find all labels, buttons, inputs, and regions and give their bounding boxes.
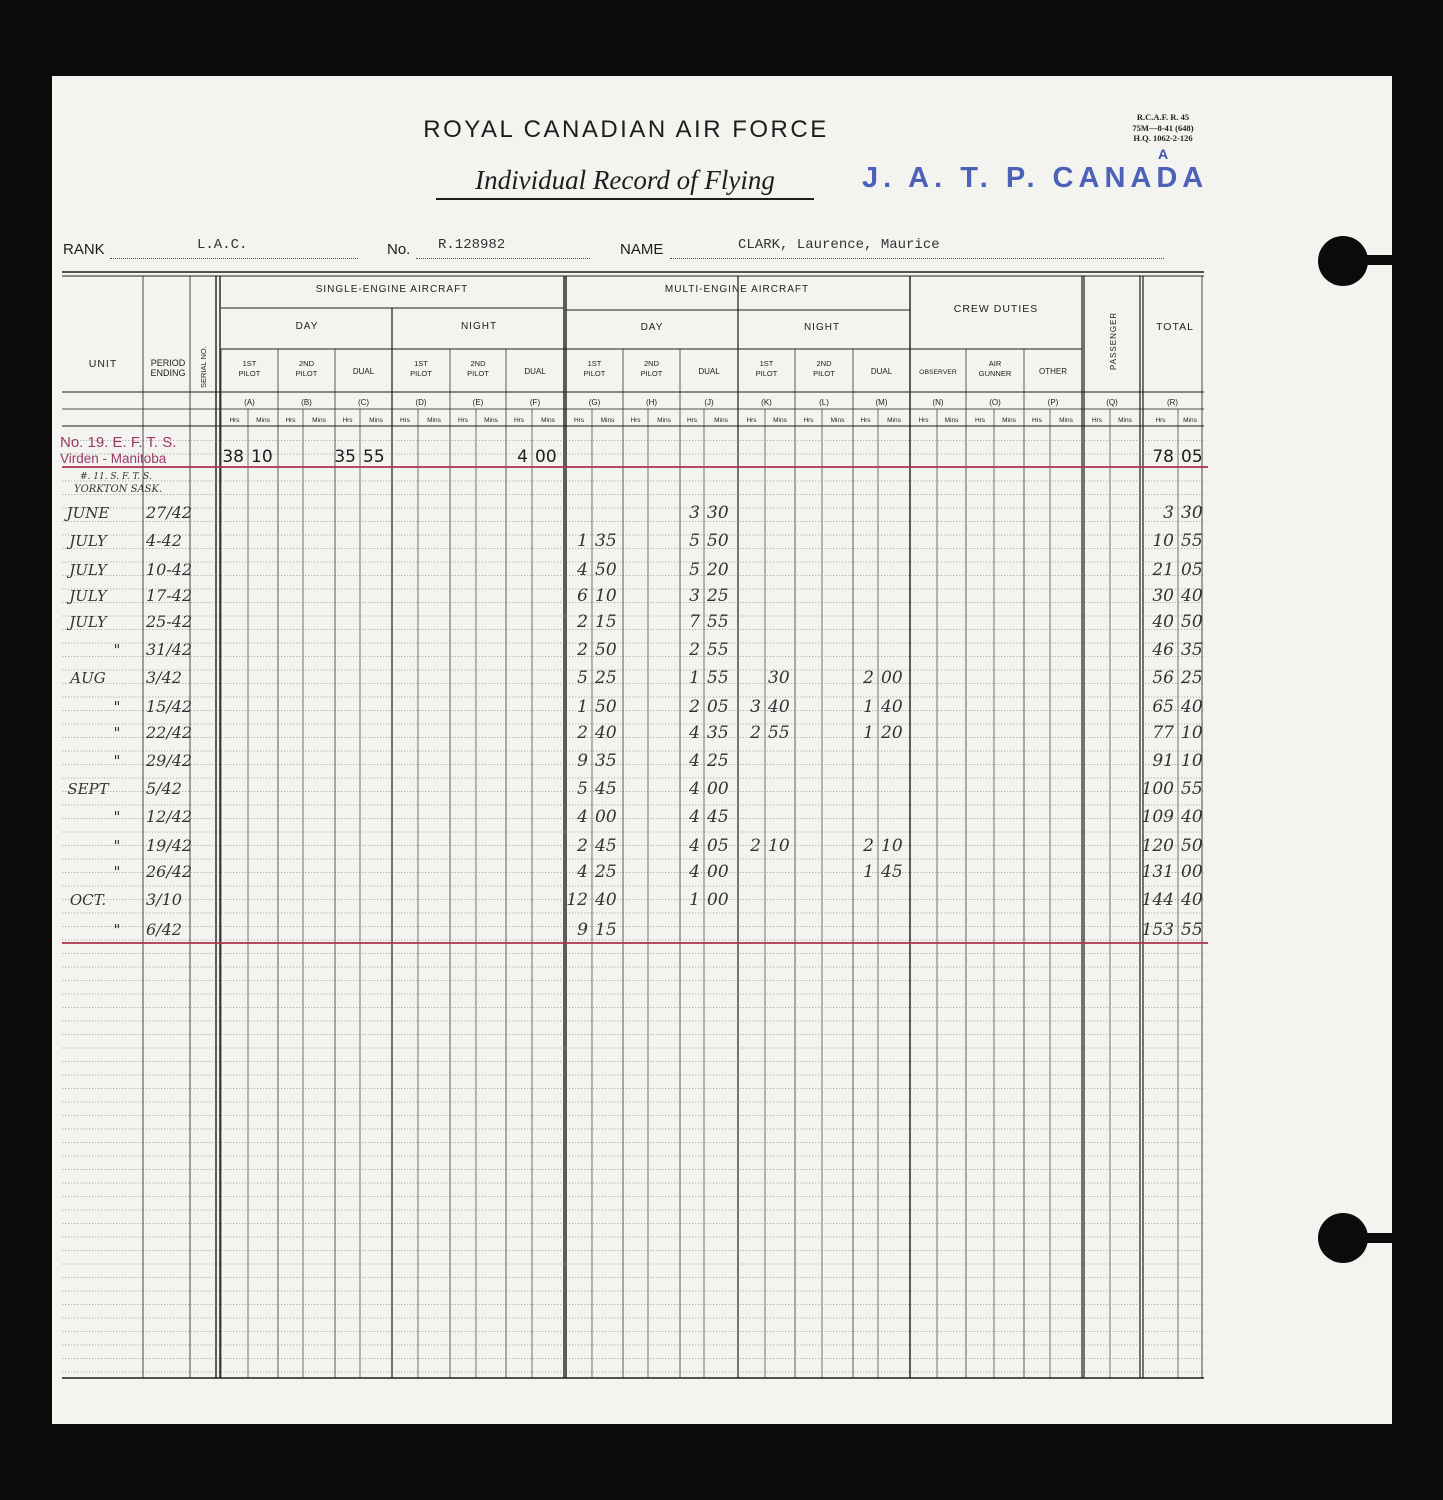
column-subheader: AIR (988, 359, 1002, 368)
form-code-line: H.Q. 1062-2-126 (1133, 133, 1193, 143)
mins-label: Mins (1118, 417, 1132, 424)
hrs-label: Hrs (860, 417, 871, 424)
rank-label: RANK (63, 241, 105, 258)
total-hours: 21 (1152, 560, 1174, 580)
total-minutes: 10 (1181, 751, 1203, 771)
table-grid (62, 272, 1208, 1378)
total-hours: 91 (1152, 751, 1174, 771)
column-letter: (E) (472, 398, 484, 407)
column-subheader: OBSERVER (919, 369, 957, 376)
column-subheader: PILOT (295, 369, 318, 378)
minutes-value: 00 (707, 779, 729, 799)
period-date: 10-42 (146, 560, 193, 579)
mins-label: Mins (1002, 417, 1016, 424)
minutes-value: 50 (595, 560, 617, 580)
minutes-value: 40 (768, 697, 790, 717)
total-minutes: 35 (1181, 640, 1203, 660)
column-letter: (N) (932, 398, 944, 407)
minutes-value: 25 (595, 862, 617, 882)
total-hours: 3 (1163, 503, 1174, 523)
total-hours: 120 (1141, 836, 1174, 856)
column-subheader: PILOT (583, 369, 606, 378)
hours-value: 5 (689, 531, 700, 551)
period-date: 12/42 (146, 807, 193, 826)
column-subheader: 1ST (414, 359, 428, 368)
hours-value: 5 (577, 779, 588, 799)
record-row (222, 447, 1202, 467)
mins-label: Mins (541, 417, 555, 424)
single-engine-header: SINGLE-ENGINE AIRCRAFT (315, 284, 469, 295)
unit-efts-line-2: Virden - Manitoba (60, 451, 167, 466)
record-row (66, 531, 1202, 551)
minutes-value: 10 (251, 447, 273, 467)
hours-value: 2 (689, 697, 700, 717)
total-minutes: 50 (1181, 836, 1203, 856)
period-month: " (113, 752, 121, 770)
table-body (60, 434, 1203, 940)
hours-value: 2 (689, 640, 700, 660)
record-row (68, 668, 1202, 688)
column-letter: (A) (244, 398, 255, 407)
unit-sfts-line-1: #. 11. S. F. T. S. (80, 472, 152, 482)
period-date: 4-42 (146, 531, 182, 550)
total-hours: 131 (1141, 862, 1174, 882)
mins-label: Mins (427, 417, 441, 424)
mins-label: Mins (944, 417, 959, 424)
record-row (114, 640, 1203, 660)
total-hours: 153 (1141, 920, 1174, 940)
total-minutes: 40 (1181, 586, 1203, 606)
hrs-label: Hrs (803, 417, 814, 424)
minutes-value: 35 (707, 723, 729, 743)
hours-value: 1 (689, 668, 700, 688)
minutes-value: 35 (595, 751, 617, 771)
hours-value: 4 (689, 836, 700, 856)
column-subheader: 1ST (759, 359, 774, 368)
column-subheader: DUAL (352, 367, 375, 376)
period-date: 6/42 (146, 920, 182, 939)
record-row (64, 503, 1203, 523)
passenger-header: PASSENGER (1109, 311, 1118, 370)
mins-label: Mins (1059, 417, 1073, 424)
mins-label: Mins (830, 417, 845, 424)
hrs-label: Hrs (918, 417, 929, 424)
column-letter: (P) (1047, 398, 1059, 407)
column-letter: (J) (704, 398, 714, 407)
period-date: 3/42 (146, 668, 182, 687)
record-row (66, 612, 1203, 632)
column-subheader: OTHER (1039, 367, 1067, 376)
se-night-header: NIGHT (460, 321, 498, 332)
hours-value: 5 (577, 668, 588, 688)
hrs-label: Hrs (630, 417, 641, 424)
minutes-value: 00 (707, 890, 729, 910)
hours-value: 1 (689, 890, 700, 910)
total-hours: 56 (1152, 668, 1174, 688)
column-letter: (Q) (1106, 398, 1118, 407)
record-row (114, 807, 1203, 827)
total-minutes: 50 (1181, 612, 1203, 632)
mins-label: Mins (369, 417, 383, 424)
hrs-label: Hrs (974, 417, 986, 424)
hrs-label: Hrs (1155, 417, 1166, 424)
hrs-label: Hrs (1031, 417, 1043, 424)
period-month: JULY (69, 561, 107, 579)
period-month: " (113, 863, 121, 881)
total-minutes: 10 (1181, 723, 1203, 743)
column-letter: (G) (588, 398, 601, 407)
total-minutes: 40 (1181, 807, 1203, 827)
hours-value: 3 (689, 503, 700, 523)
record-row (66, 560, 1202, 580)
minutes-value: 00 (595, 807, 617, 827)
hours-value: 2 (577, 836, 588, 856)
hours-value: 2 (750, 836, 761, 856)
hours-value: 1 (863, 697, 874, 717)
total-minutes: 55 (1181, 920, 1203, 940)
minutes-value: 05 (707, 836, 729, 856)
minutes-value: 55 (707, 612, 729, 632)
column-subheader: 2ND (470, 359, 486, 368)
hrs-label: Hrs (342, 417, 353, 424)
minutes-value: 45 (707, 807, 729, 827)
total-minutes: 25 (1181, 668, 1203, 688)
minutes-value: 00 (881, 668, 903, 688)
hours-value: 2 (577, 640, 588, 660)
minutes-value: 20 (707, 560, 729, 580)
hours-value: 1 (863, 862, 874, 882)
column-subheader: GUNNER (978, 369, 1012, 378)
minutes-value: 25 (707, 751, 729, 771)
column-subheader: 2ND (643, 359, 660, 368)
total-hours: 77 (1152, 723, 1174, 743)
minutes-value: 10 (768, 836, 790, 856)
total-hours: 144 (1141, 890, 1174, 910)
column-subheader: 1ST (587, 359, 602, 368)
hours-value: 2 (863, 668, 874, 688)
column-subheader: PILOT (410, 369, 432, 378)
record-row (114, 920, 1203, 940)
me-night-header: NIGHT (803, 322, 841, 333)
name-label: NAME (620, 241, 664, 258)
column-letter: (M) (875, 398, 888, 407)
column-subheader: PILOT (813, 369, 835, 378)
hours-value: 4 (577, 560, 588, 580)
hours-value: 4 (689, 723, 700, 743)
hours-value: 6 (577, 586, 588, 606)
period-month: SEPT (67, 780, 109, 798)
total-hours: 10 (1152, 531, 1174, 551)
minutes-value: 10 (881, 836, 903, 856)
record-row (114, 697, 1203, 717)
column-letter: (L) (819, 398, 829, 407)
hours-value: 1 (863, 723, 874, 743)
hours-value: 2 (577, 723, 588, 743)
hours-value: 1 (577, 697, 588, 717)
period-month: JULY (69, 532, 107, 550)
period-month: OCT. (69, 891, 107, 909)
period-date: 17-42 (146, 586, 193, 605)
period-month: " (113, 724, 121, 742)
total-hours: 65 (1152, 697, 1174, 717)
period-date: 22/42 (146, 723, 193, 742)
column-letter: (C) (357, 398, 370, 407)
record-row (114, 836, 1203, 856)
column-subheader: PILOT (238, 369, 261, 378)
period-month: " (113, 808, 121, 826)
period-month: AUG (70, 669, 106, 687)
total-minutes: 05 (1181, 447, 1203, 467)
hours-value: 4 (689, 779, 700, 799)
minutes-value: 45 (881, 862, 903, 882)
hrs-label: Hrs (746, 417, 757, 424)
column-letter: (O) (989, 398, 1001, 407)
hrs-label: Hrs (1091, 417, 1103, 424)
stamp-mark: A (1158, 146, 1169, 162)
minutes-value: 55 (768, 723, 790, 743)
hrs-label: Hrs (457, 417, 469, 424)
column-subheader: 1ST (242, 359, 257, 368)
number-label: No. (387, 241, 411, 258)
period-date: 3/10 (146, 890, 182, 909)
hours-value: 9 (577, 920, 588, 940)
period-header-1: PERIOD (150, 358, 186, 368)
period-month: " (113, 641, 121, 659)
minutes-value: 15 (595, 612, 617, 632)
hours-value: 2 (863, 836, 874, 856)
minutes-value: 30 (707, 503, 729, 523)
minutes-value: 25 (595, 668, 617, 688)
column-subheader: 2ND (298, 359, 315, 368)
record-row (70, 890, 1203, 910)
hours-value: 4 (577, 862, 588, 882)
total-minutes: 00 (1181, 862, 1203, 882)
mins-label: Mins (1183, 417, 1197, 424)
me-day-header: DAY (640, 322, 664, 333)
hours-value: 4 (517, 447, 528, 467)
hrs-label: Hrs (229, 417, 240, 424)
minutes-value: 20 (881, 723, 903, 743)
hours-value: 4 (689, 751, 700, 771)
hours-value: 2 (750, 723, 761, 743)
hours-value: 3 (750, 697, 761, 717)
column-subheader: PILOT (640, 369, 663, 378)
form-subtitle: Individual Record of Flying (475, 165, 775, 195)
form-code-line: 75M—8-41 (648) (1132, 122, 1194, 133)
record-row (114, 723, 1203, 743)
hours-value: 5 (689, 560, 700, 580)
total-hours: 30 (1152, 586, 1174, 606)
unit-header: UNIT (88, 358, 118, 370)
mins-label: Mins (312, 417, 326, 424)
total-minutes: 30 (1181, 503, 1203, 523)
period-date: 19/42 (146, 836, 193, 855)
hours-value: 4 (689, 862, 700, 882)
minutes-value: 50 (595, 697, 617, 717)
minutes-value: 50 (707, 531, 729, 551)
minutes-value: 00 (707, 862, 729, 882)
crew-duties-header: CREW DUTIES (953, 303, 1039, 315)
minutes-value: 40 (881, 697, 903, 717)
minutes-value: 05 (707, 697, 729, 717)
period-month: " (113, 837, 121, 855)
mins-label: Mins (484, 417, 498, 424)
rank-value: L.A.C. (197, 237, 248, 253)
mins-label: Mins (773, 417, 787, 424)
record-row (114, 751, 1203, 771)
se-day-header: DAY (295, 321, 319, 332)
hours-value: 4 (689, 807, 700, 827)
hours-value: 9 (577, 751, 588, 771)
hrs-label: Hrs (513, 417, 525, 424)
minutes-value: 35 (595, 531, 617, 551)
number-value: R.128982 (438, 237, 506, 253)
column-letter: (H) (645, 398, 658, 407)
hours-value: 12 (566, 890, 588, 910)
hrs-label: Hrs (686, 417, 698, 424)
minutes-value: 25 (707, 586, 729, 606)
period-month: " (113, 698, 121, 716)
form-code-line: R.C.A.F. R. 45 (1136, 112, 1190, 122)
serial-header: SERIAL NO. (199, 346, 208, 388)
total-minutes: 55 (1181, 531, 1203, 551)
total-minutes: 55 (1181, 779, 1203, 799)
minutes-value: 45 (595, 836, 617, 856)
minutes-value: 45 (595, 779, 617, 799)
column-letter: (K) (761, 398, 772, 407)
period-date: 15/42 (146, 697, 193, 716)
total-minutes: 40 (1181, 697, 1203, 717)
period-date: 25-42 (146, 612, 193, 631)
column-subheader: DUAL (524, 367, 546, 376)
total-hours: 40 (1152, 612, 1174, 632)
minutes-value: 00 (535, 447, 557, 467)
hours-value: 38 (222, 447, 244, 467)
hrs-label: Hrs (399, 417, 411, 424)
total-hours: 46 (1152, 640, 1174, 660)
hours-value: 3 (689, 586, 700, 606)
column-subheader: PILOT (467, 369, 489, 378)
period-date: 29/42 (146, 751, 193, 770)
minutes-value: 55 (707, 668, 729, 688)
hours-value: 35 (334, 447, 356, 467)
minutes-value: 15 (595, 920, 617, 940)
column-letter: (F) (529, 398, 541, 407)
period-date: 31/42 (146, 640, 193, 659)
period-month: " (113, 921, 121, 939)
total-hours: 78 (1152, 447, 1174, 467)
period-date: 27/42 (146, 503, 193, 522)
minutes-value: 40 (595, 723, 617, 743)
hours-value: 1 (577, 531, 588, 551)
hours-value: 4 (577, 807, 588, 827)
mins-label: Mins (657, 417, 671, 424)
minutes-value: 55 (363, 447, 385, 467)
column-subheader: 2ND (816, 359, 832, 368)
name-value: CLARK, Laurence, Maurice (738, 237, 940, 253)
total-minutes: 05 (1181, 560, 1203, 580)
mins-label: Mins (887, 417, 901, 424)
minutes-value: 50 (595, 640, 617, 660)
mins-label: Mins (714, 417, 728, 424)
record-row (67, 779, 1202, 799)
total-minutes: 40 (1181, 890, 1203, 910)
period-month: JUNE (66, 504, 110, 522)
minutes-value: 10 (595, 586, 617, 606)
unit-sfts-line-2: YORKTON SASK. (74, 484, 163, 495)
period-header-2: ENDING (150, 368, 186, 378)
column-letter: (B) (301, 398, 312, 407)
total-header: TOTAL (1156, 321, 1194, 333)
total-hours: 100 (1141, 779, 1174, 799)
minutes-value: 55 (707, 640, 729, 660)
period-month: JULY (69, 587, 107, 605)
column-letter: (R) (1166, 398, 1179, 407)
column-subheader: DUAL (698, 367, 720, 376)
unit-efts-line-1: No. 19. E. F. T. S. (60, 434, 177, 451)
mins-label: Mins (256, 417, 270, 424)
mins-label: Mins (600, 417, 615, 424)
period-month: JULY (69, 613, 107, 631)
hours-value: 2 (577, 612, 588, 632)
jatp-stamp: J. A. T. P. CANADA (862, 162, 1209, 194)
hours-value: 7 (689, 612, 700, 632)
form-title: ROYAL CANADIAN AIR FORCE (423, 116, 829, 143)
column-letter: (D) (415, 398, 427, 407)
minutes-value: 40 (595, 890, 617, 910)
column-subheader: DUAL (870, 367, 893, 376)
period-date: 26/42 (146, 862, 193, 881)
record-row (114, 862, 1203, 882)
multi-engine-header: MULTI-ENGINE AIRCRAFT (664, 284, 810, 295)
minutes-value: 30 (768, 668, 790, 688)
column-subheader: PILOT (755, 369, 778, 378)
hrs-label: Hrs (573, 417, 585, 424)
period-date: 5/42 (146, 779, 182, 798)
hrs-label: Hrs (285, 417, 296, 424)
total-hours: 109 (1141, 807, 1174, 827)
